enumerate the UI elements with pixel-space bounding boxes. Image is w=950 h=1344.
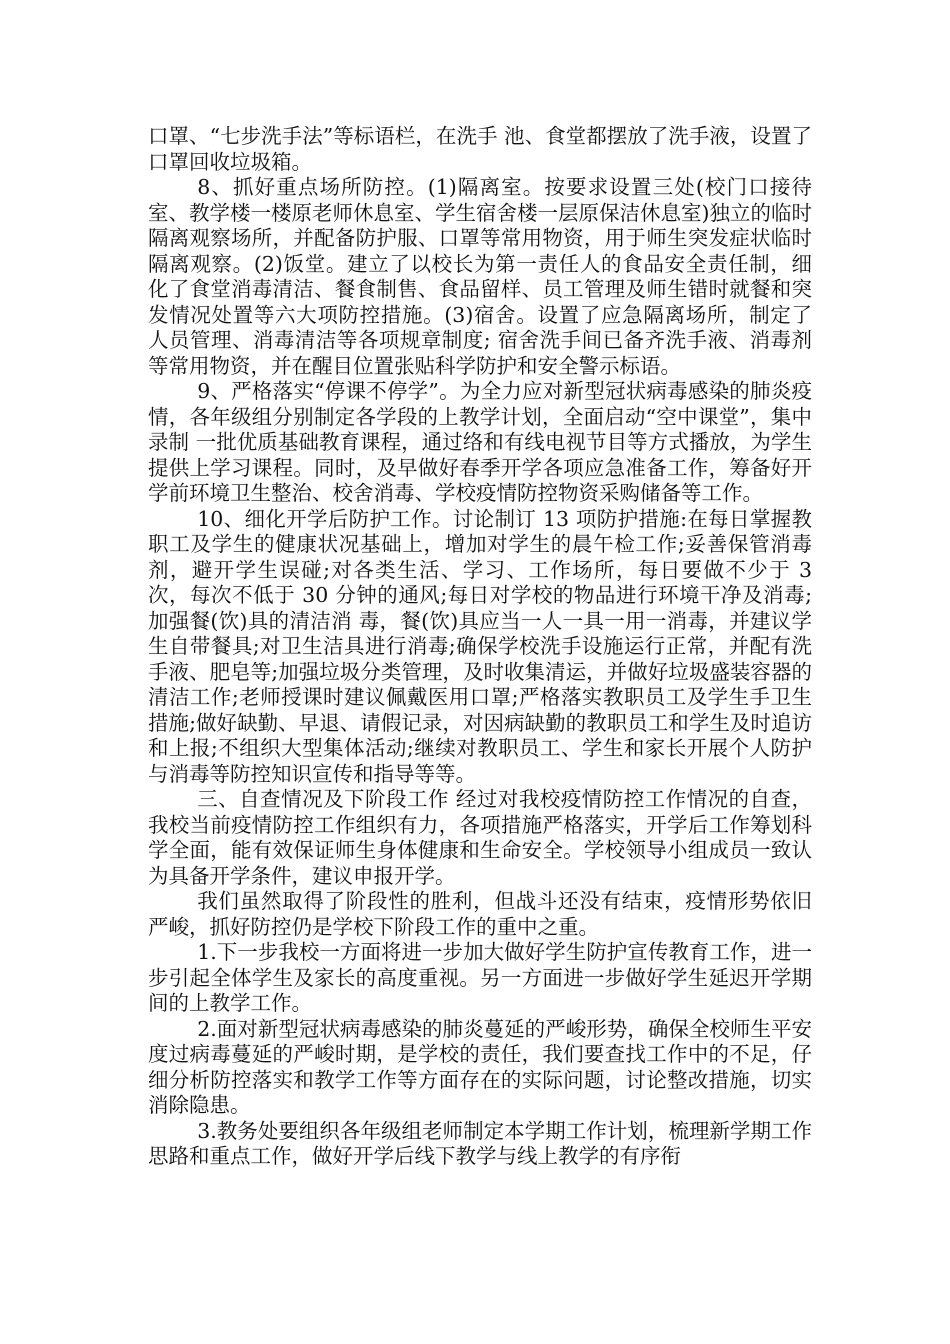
paragraph-item-10: 10、细化开学后防护工作。讨论制订 13 项防护措施:在每日掌握教职工及学生的健康状况基础上，增加对学生的晨午检工作;妥善保管消毒剂，避开学生误碰;对各类生活、学习、工作场所，每日要做不少于 3 次，每次不低于 30 分钟的通风;每日对学校的物品进行环境干净及消毒;加强餐(饮)具的清洁消 毒，餐(饮)具应当一人一具一用一消毒，并建议学生自带餐具;对卫生洁具进行消毒;确保学校洗手设施运行正常，并配有洗手液、肥皂等;加强垃圾分类管理，及时收集清运，并做好垃圾盛装容器的清洁工作;老师授课时建议佩戴医用口罩;严格落实教职员工及学生手卫生措施;做好缺勤、早退、请假记录，对因病缺勤的教职员工和学生及时追访和上报;不组织大型集体活动;继续对教职员工、学生和家长开展个人防护与消毒等防控知识宣传和指导等等。: [148, 506, 812, 786]
paragraph-step-2: 2.面对新型冠状病毒感染的肺炎蔓延的严峻形势，确保全校师生平安度过病毒蔓延的严峻时期，是学校的责任，我们要查找工作中的不足，仔细分析防控落实和教学工作等方面存在的实际问题，讨论整改措施，切实消除隐患。: [148, 1016, 812, 1117]
paragraph-summary: 我们虽然取得了阶段性的胜利，但战斗还没有结束，疫情形势依旧严峻，抓好防控仍是学校下阶段工作的重中之重。: [148, 889, 812, 939]
paragraph-item-8: 8、抓好重点场所防控。(1)隔离室。按要求设置三处(校门口接待室、教学楼一楼原老师休息室、学生宿舍楼一层原保洁休息室)独立的临时隔离观察场所，并配备防护服、口罩等常用物资，用于师生突发症状临时隔离观察。(2)饭堂。建立了以校长为第一责任人的食品安全责任制，细化了食堂消毒清洁、餐食制售、食品留样、员工管理及师生错时就餐和突发情况处置等六大项防控措施。(3)宿舍。设置了应急隔离场所，制定了人员管理、消毒清洁等各项规章制度; 宿舍洗手间已备齐洗手液、消毒剂等常用物资，并在醒目位置张贴科学防护和安全警示标语。: [148, 175, 812, 378]
paragraph-step-3: 3.教务处要组织各年级组老师制定本学期工作计划，梳理新学期工作思路和重点工作，做好开学后线下教学与线上教学的有序衔: [148, 1118, 812, 1168]
paragraph-step-1: 1.下一步我校一方面将进一步加大做好学生防护宣传教育工作，进一步引起全体学生及家长的高度重视。另一方面进一步做好学生延迟开学期间的上教学工作。: [148, 940, 812, 1015]
document-body: [148, 124, 812, 1170]
paragraph-item-9: 9、严格落实“停课不停学”。为全力应对新型冠状病毒感染的肺炎疫情，各年级组分别制定各学段的上教学计划，全面启动“空中课堂”，集中录制 一批优质基础教育课程，通过络和有线电视节目等方式播放，为学生提供上学习课程。同时，及早做好春季开学各项应急准备工作，筹备好开学前环境卫生整治、校舍消毒、学校疫情防控物资采购储备等工作。: [148, 379, 812, 505]
paragraph-section-3: 三、自查情况及下阶段工作 经过对我校疫情防控工作情况的自查，我校当前疫情防控工作组织有力，各项措施严格落实，开学后工作筹划科学全面，能有效保证师生身体健康和生命安全。学校领导小组成员一致认为具备开学条件，建议申报开学。: [148, 787, 812, 888]
paragraph-continuation: 口罩、“七步洗手法”等标语栏，在洗手 池、食堂都摆放了洗手液，设置了口罩回收垃圾箱。: [148, 124, 812, 174]
